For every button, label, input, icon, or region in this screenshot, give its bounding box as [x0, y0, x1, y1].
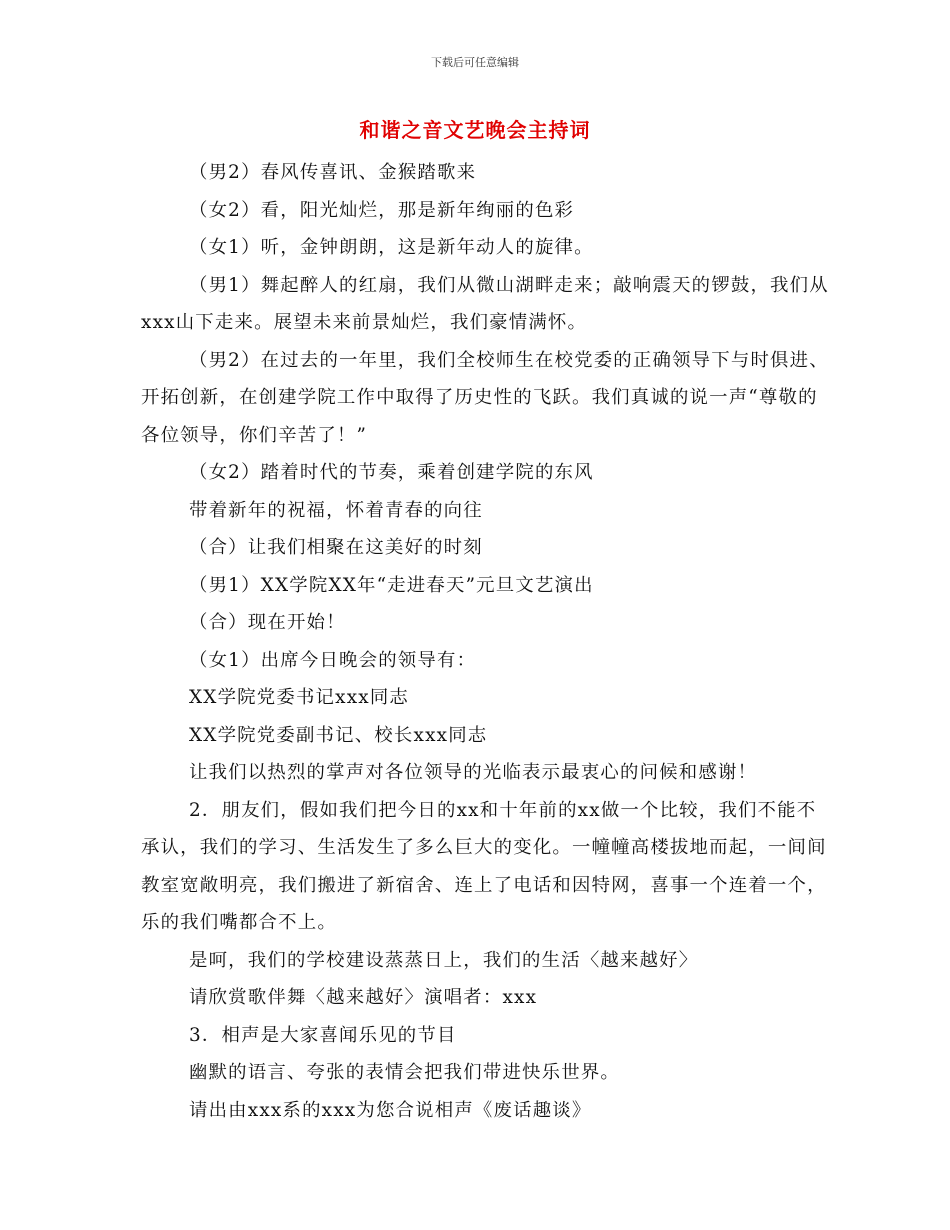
paragraph: （男1）舞起醉人的红扇，我们从微山湖畔走来；敲响震天的锣鼓，我们从xxx山下走来。展望未来前景灿烂，我们豪情满怀。	[141, 274, 829, 333]
paragraph: 请出由xxx系的xxx为您合说相声《废话趣谈》	[189, 1099, 592, 1121]
paragraph: （女2）看，阳光灿烂，那是新年绚丽的色彩	[189, 199, 575, 221]
paragraph: （女1）出席今日晚会的领导有：	[189, 649, 477, 671]
paragraph: （合）让我们相聚在这美好的时刻	[189, 537, 483, 558]
paragraph: 是呵，我们的学校建设蒸蒸日上，我们的生活〈越来越好〉	[189, 949, 699, 971]
paragraph: （男2）在过去的一年里，我们全校师生在校党委的正确领导下与时俱进、开拓创新，在创建学院工作中取得了历史性的飞跃。我们真诚的说一声“尊敬的各位领导，你们辛苦了！”	[141, 349, 829, 446]
paragraph: 请欣赏歌伴舞〈越来越好〉演唱者：xxx	[189, 987, 538, 1008]
paragraph: （女2）踏着时代的节奏，乘着创建学院的东风	[189, 462, 594, 483]
paragraph: （男2）春风传喜讯、金猴踏歌来	[189, 162, 477, 183]
paragraph: （合）现在开始！	[189, 612, 346, 633]
paragraph: XX学院党委书记xxx同志	[189, 687, 410, 708]
paragraph: XX学院党委副书记、校长xxx同志	[189, 724, 488, 746]
paragraph: 幽默的语言、夸张的表情会把我们带进快乐世界。	[189, 1062, 620, 1083]
document-title: 和谐之音文艺晚会主持词	[359, 118, 591, 142]
paragraph: （男1）XX学院XX年“走进春天”元旦文艺演出	[189, 574, 594, 596]
document-body	[141, 154, 831, 1129]
paragraph: 带着新年的祝福，怀着青春的向往	[189, 499, 483, 521]
paragraph: 让我们以热烈的掌声对各位领导的光临表示最衷心的问候和感谢！	[189, 762, 758, 783]
paragraph: 2．朋友们，假如我们把今日的xx和十年前的xx做一个比较，我们不能不承认，我们的学习、生活发生了多么巨大的变化。一幢幢高楼拔地而起，一间间教室宽敞明亮，我们搬进了新宿舍、连上了电话和因特网，喜事一个连着一个，乐的我们嘴都合不上。	[141, 799, 827, 933]
header-note: 下载后可任意编辑	[431, 56, 519, 69]
paragraph: 3．相声是大家喜闻乐见的节目	[189, 1024, 457, 1046]
paragraph: （女1）听，金钟朗朗，这是新年动人的旋律。	[189, 237, 594, 258]
